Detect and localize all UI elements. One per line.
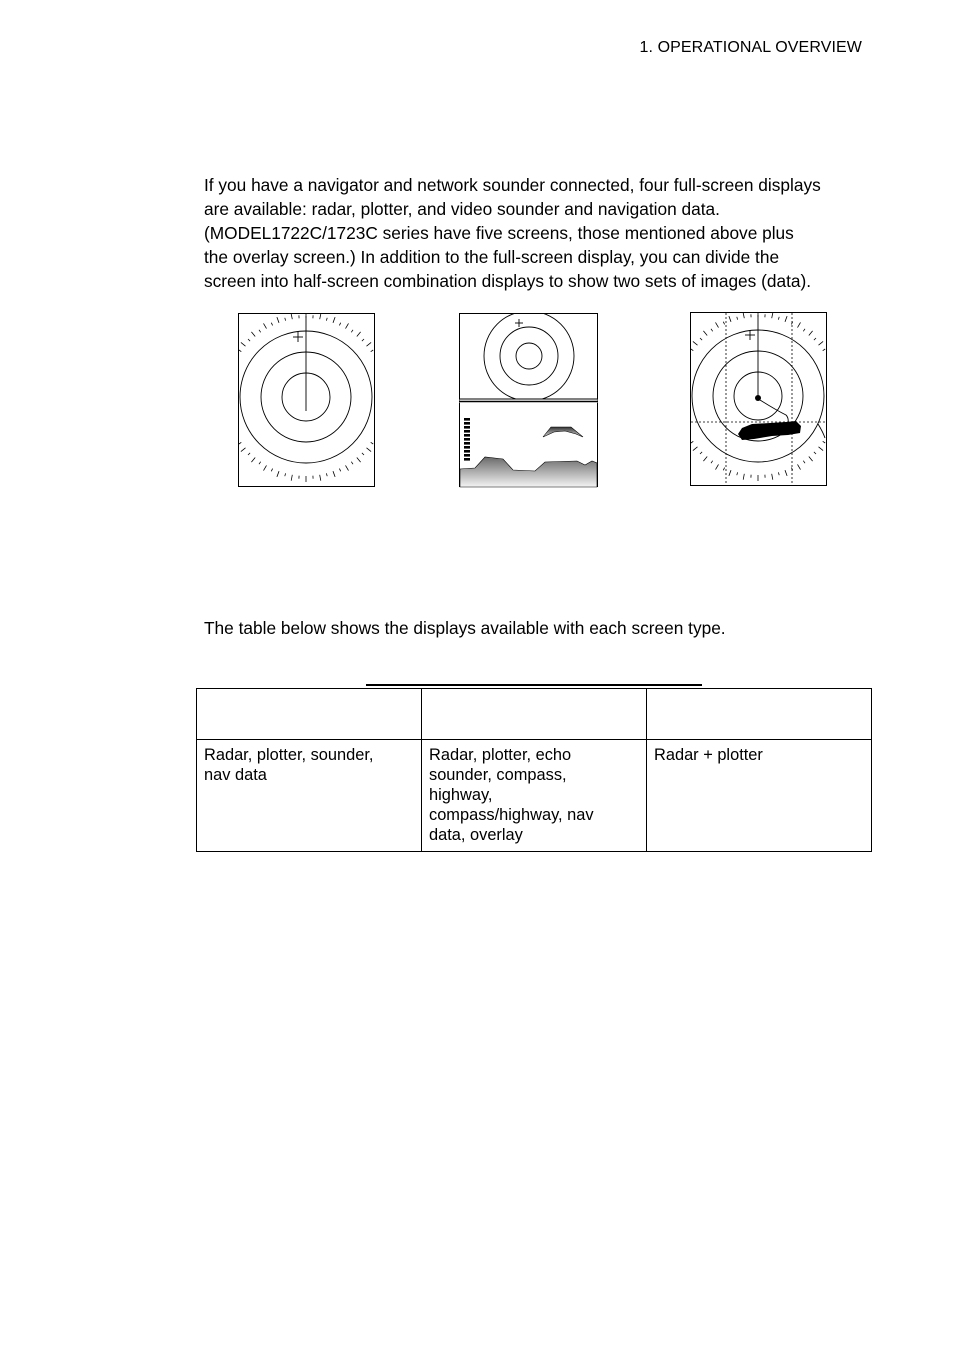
color-scale-segment [464, 442, 470, 445]
cell-line: data, overlay [429, 826, 523, 844]
color-scale-segment [464, 458, 470, 461]
table-header-cell [422, 689, 647, 740]
color-scale-segment [464, 426, 470, 429]
table-header-cell [647, 689, 872, 740]
intro-line: screen into half-screen combination displays to show two sets of images (data). [204, 271, 812, 291]
cell-line: Radar, plotter, sounder, [204, 746, 374, 764]
table-intro: The table below shows the displays available with each screen type. [204, 618, 726, 638]
cell-line: Radar, plotter, echo [429, 746, 572, 764]
overlay-displays-cell [647, 740, 872, 852]
intro-line: the overlay screen.) In addition to the full-screen display, you can divide the [204, 247, 780, 267]
intro-paragraph [204, 173, 884, 293]
cell-line: highway, [429, 786, 493, 804]
cell-line: nav data [204, 766, 267, 784]
color-scale-segment [464, 422, 470, 425]
color-scale-segment [464, 418, 470, 421]
table-header-cell [197, 689, 422, 740]
intro-line: If you have a navigator and network sounder connected, four full-screen displays [204, 175, 821, 195]
table-row [197, 740, 872, 852]
table-header-row [197, 689, 872, 740]
half-screen-displays-cell [422, 740, 647, 852]
radar-full-screen-diagram [238, 313, 376, 488]
cell-line: sounder, compass, [429, 766, 567, 784]
screen-types-table [196, 688, 872, 852]
color-scale-segment [464, 430, 470, 433]
full-screen-displays-cell [197, 740, 422, 852]
color-scale-segment [464, 450, 470, 453]
section-header: 1. OPERATIONAL OVERVIEW [639, 39, 862, 56]
color-scale-segment [464, 434, 470, 437]
intro-line: are available: radar, plotter, and video sounder and navigation data. [204, 199, 720, 219]
split-screen-icon [459, 313, 599, 488]
table-title-line [366, 684, 702, 686]
intro-line: (MODEL1722C/1723C series have five screens, those mentioned above plus [204, 223, 794, 243]
color-scale-segment [464, 446, 470, 449]
color-scale-segment [464, 438, 470, 441]
cell-line: compass/highway, nav [429, 806, 594, 824]
radar-display-icon [238, 313, 376, 488]
overlay-display-icon [690, 312, 828, 487]
radar-sounder-half-screen-diagram [459, 313, 599, 488]
radar-plotter-overlay-diagram [690, 312, 828, 487]
color-scale-segment [464, 454, 470, 457]
cell-line: Radar + plotter [654, 746, 763, 764]
